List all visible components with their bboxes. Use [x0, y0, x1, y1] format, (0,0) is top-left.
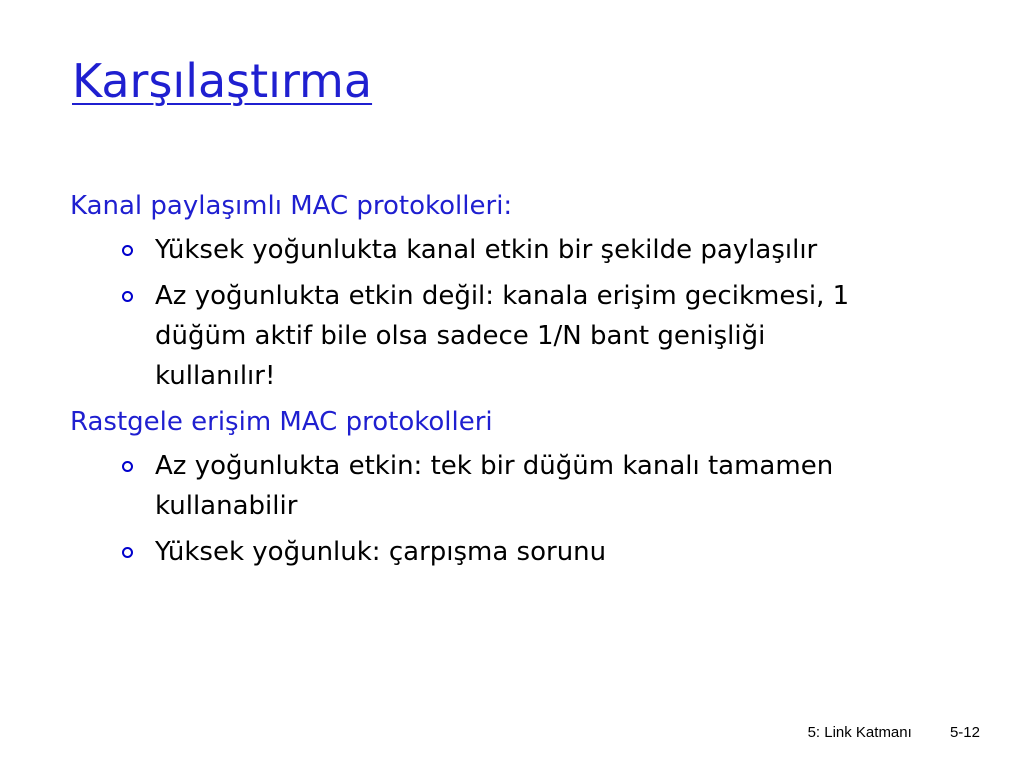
slide-footer	[808, 724, 980, 741]
hollow-circle-icon	[122, 461, 133, 472]
bullet-list	[70, 446, 970, 572]
section-heading: Rastgele erişim MAC protokolleri	[70, 407, 493, 437]
section-shared-channel	[70, 186, 970, 396]
footer-page-number: 5-12	[949, 724, 980, 741]
slide-content	[70, 186, 970, 578]
bullet-text: Az yoğunlukta etkin: tek bir düğüm kanalı tamamen kullanabilir	[155, 451, 834, 521]
bullet-text: Az yoğunlukta etkin değil: kanala erişim gecikmesi, 1 düğüm aktif bile olsa sadece 1/N bant genişliği kullanılır!	[155, 281, 850, 391]
slide-title: Karşılaştırma	[72, 54, 373, 108]
hollow-circle-icon	[122, 547, 133, 558]
footer-chapter: 5: Link Katmanı	[807, 724, 912, 741]
section-heading: Kanal paylaşımlı MAC protokolleri:	[70, 191, 513, 221]
hollow-circle-icon	[122, 245, 133, 256]
section-random-access	[70, 402, 970, 572]
list-item	[70, 276, 885, 396]
bullet-list	[70, 230, 970, 396]
bullet-text: Yüksek yoğunlukta kanal etkin bir şekilde paylaşılır	[155, 235, 818, 265]
hollow-circle-icon	[122, 291, 133, 302]
list-item	[70, 532, 885, 572]
bullet-text: Yüksek yoğunluk: çarpışma sorunu	[155, 537, 607, 567]
list-item	[70, 230, 885, 270]
list-item	[70, 446, 885, 526]
